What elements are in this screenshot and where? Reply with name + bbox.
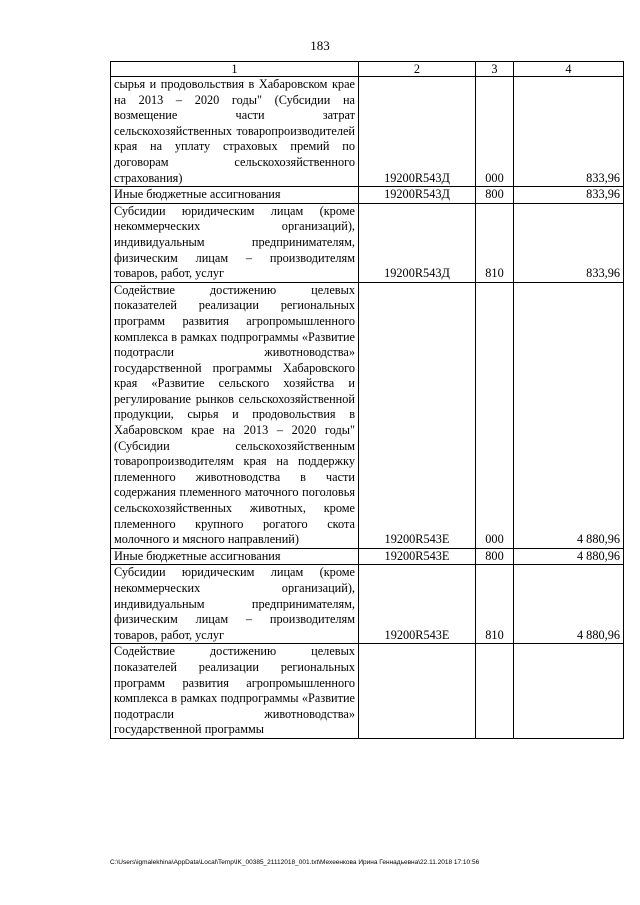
table-header-row bbox=[111, 62, 624, 77]
row-amount: 4 880,96 bbox=[514, 548, 624, 565]
row-type: 000 bbox=[476, 282, 514, 548]
table-row bbox=[111, 282, 624, 548]
table-row bbox=[111, 77, 624, 187]
row-name: Иные бюджетные ассигнования bbox=[111, 548, 359, 565]
row-code: 19200R543Д bbox=[359, 203, 476, 282]
table-row bbox=[111, 565, 624, 644]
footer-file-path: C:\Users\igmalekhina\AppData\Local\Temp\IK_00385_21112018_001.txt\Мехеенкова Ирина Геннадьевна\22.11.2018 17:10:56 bbox=[110, 859, 480, 866]
row-name: Иные бюджетные ассигнования bbox=[111, 187, 359, 204]
row-code: 19200R543Д bbox=[359, 77, 476, 187]
budget-table bbox=[110, 61, 624, 739]
header-col-4: 4 bbox=[514, 62, 624, 77]
row-name: Содействие достижению целевых показателей реализации региональных программ развития агропромышленного комплекса в рамках подпрограммы «Развитие подотрасли животноводства» государственной программы bbox=[111, 644, 359, 739]
header-col-3: 3 bbox=[476, 62, 514, 77]
table-row bbox=[111, 548, 624, 565]
row-code: 19200R543Е bbox=[359, 548, 476, 565]
row-type: 000 bbox=[476, 77, 514, 187]
row-code: 19200R543Е bbox=[359, 565, 476, 644]
row-type bbox=[476, 644, 514, 739]
row-type: 810 bbox=[476, 203, 514, 282]
header-col-2: 2 bbox=[359, 62, 476, 77]
row-type: 810 bbox=[476, 565, 514, 644]
row-amount: 4 880,96 bbox=[514, 565, 624, 644]
table-row bbox=[111, 203, 624, 282]
table-row bbox=[111, 644, 624, 739]
row-amount: 4 880,96 bbox=[514, 282, 624, 548]
row-type: 800 bbox=[476, 187, 514, 204]
row-code: 19200R543Д bbox=[359, 187, 476, 204]
row-type: 800 bbox=[476, 548, 514, 565]
row-name: Содействие достижению целевых показателей реализации региональных программ развития агропромышленного комплекса в рамках подпрограммы «Развитие подотрасли животноводства» государственной программы Хабаровского края «Развитие сельского хозяйства и регулирование рынков сельскохозяйственной продукции, сырья и продовольствия в Хабаровском крае на 2013 – 2020 годы" (Субсидии сельскохозяйственным товаропроизводителям края на поддержку племенного животноводства в части содержания племенного маточного поголовья сельскохозяйственных животных, кроме племенного крупного рогатого скота молочного и мясного направлений) bbox=[111, 282, 359, 548]
row-amount: 833,96 bbox=[514, 187, 624, 204]
row-amount: 833,96 bbox=[514, 203, 624, 282]
row-name: сырья и продовольствия в Хабаровском крае на 2013 – 2020 годы" (Субсидии на возмещение части затрат сельскохозяйственных товаропроизводителей края на уплату страховых премий по договорам сельскохозяйственного страхования) bbox=[111, 77, 359, 187]
row-amount: 833,96 bbox=[514, 77, 624, 187]
table-row bbox=[111, 187, 624, 204]
row-name: Субсидии юридическим лицам (кроме некоммерческих организаций), индивидуальным предпринимателям, физическим лицам – производителям товаров, работ, услуг bbox=[111, 565, 359, 644]
row-name: Субсидии юридическим лицам (кроме некоммерческих организаций), индивидуальным предпринимателям, физическим лицам – производителям товаров, работ, услуг bbox=[111, 203, 359, 282]
page-number: 183 bbox=[310, 38, 330, 53]
row-code bbox=[359, 644, 476, 739]
header-col-1: 1 bbox=[111, 62, 359, 77]
row-code: 19200R543Е bbox=[359, 282, 476, 548]
row-amount bbox=[514, 644, 624, 739]
